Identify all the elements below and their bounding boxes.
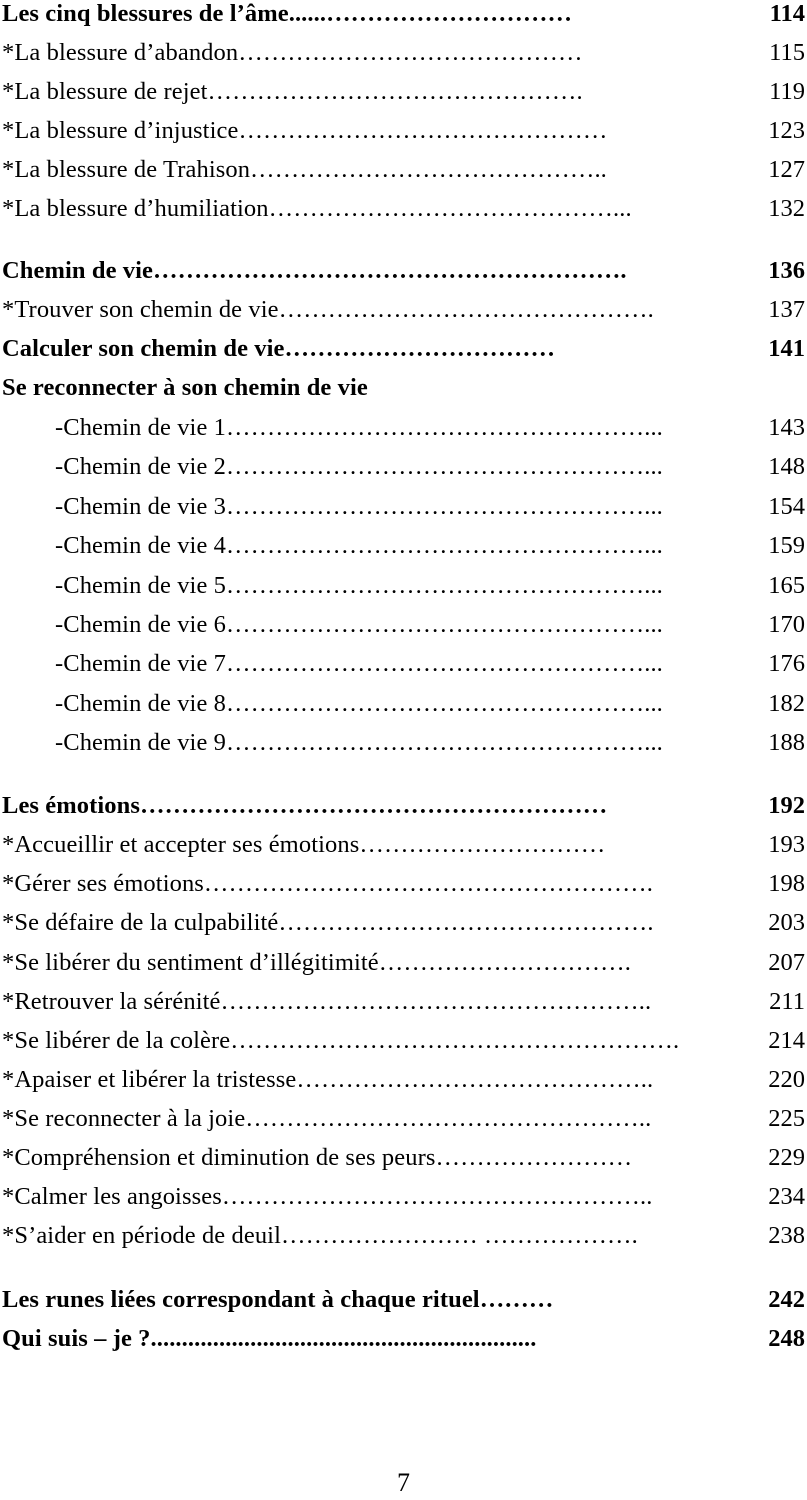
toc-entry-page: 159 (768, 532, 805, 559)
toc-subentry (0, 725, 807, 761)
toc-entry-page: 114 (769, 0, 805, 27)
toc-heading (0, 1321, 807, 1357)
toc-entry-page: 234 (768, 1183, 805, 1210)
toc-entry-label: *La blessure d’humiliation……………………………………... (2, 195, 632, 222)
toc-entry-label: -Chemin de vie 3……………………………………………... (55, 493, 663, 520)
toc-subentry (0, 686, 807, 722)
toc-heading (0, 331, 807, 367)
toc-entry-page: 137 (768, 296, 805, 323)
toc-entry-page: 143 (768, 414, 805, 441)
toc-entry (0, 945, 807, 981)
toc-entry-label: -Chemin de vie 8……………………………………………... (55, 690, 663, 717)
toc-entry (0, 292, 807, 328)
toc-entry-page: 193 (768, 831, 805, 858)
toc-entry-page: 148 (768, 453, 805, 480)
toc-entry-page: 220 (768, 1066, 805, 1093)
toc-entry-page: 132 (768, 195, 805, 222)
toc-entry-page: 123 (768, 117, 805, 144)
toc-entry-label: *La blessure d’abandon…………………………………… (2, 39, 583, 66)
toc-entry-label: *Compréhension et diminution de ses peurs…………………… (2, 1144, 633, 1171)
toc-entry-label: *Calmer les angoisses…………………………………………….. (2, 1183, 653, 1210)
toc-entry-label: Se reconnecter à son chemin de vie (2, 374, 368, 401)
toc-entry-page: 192 (768, 792, 805, 819)
toc-entry-page: 214 (768, 1027, 805, 1054)
toc-entry-label: Calculer son chemin de vie…………………………… (2, 335, 556, 362)
toc-entry (0, 74, 807, 110)
toc-entry-page: 198 (768, 870, 805, 897)
toc-entry-page: 127 (768, 156, 805, 183)
page-number: 7 (397, 1468, 410, 1497)
toc-entry-label: -Chemin de vie 6……………………………………………... (55, 611, 663, 638)
toc-entry-label: -Chemin de vie 5……………………………………………... (55, 572, 663, 599)
toc-entry-label: *La blessure de rejet………………………………………. (2, 78, 583, 105)
toc-entry-label: Chemin de vie…………………………………………………. (2, 257, 627, 284)
toc-entry-label: Les émotions………………………………………………… (2, 792, 608, 819)
toc-subentry (0, 646, 807, 682)
toc-entry-page: 136 (768, 257, 805, 284)
toc-entry-label: *Se reconnecter à la joie………………………………………….. (2, 1105, 652, 1132)
toc-heading (0, 1282, 807, 1318)
toc-entry (0, 1101, 807, 1137)
toc-entry-label: *Trouver son chemin de vie………………………………………. (2, 296, 654, 323)
toc-entry-page: 141 (768, 335, 805, 362)
toc-entry (0, 191, 807, 227)
toc-entry (0, 984, 807, 1020)
toc-entry (0, 1179, 807, 1215)
toc-entry-label: *Apaiser et libérer la tristesse…………………………………….. (2, 1066, 654, 1093)
toc-entry-label: -Chemin de vie 7……………………………………………... (55, 650, 663, 677)
toc-entry-page: 165 (768, 572, 805, 599)
toc-entry-page: 207 (768, 949, 805, 976)
toc-heading (0, 370, 807, 406)
toc-entry-page: 203 (768, 909, 805, 936)
toc-entry (0, 113, 807, 149)
toc-entry (0, 905, 807, 941)
toc-subentry (0, 607, 807, 643)
toc-entry-label: -Chemin de vie 4……………………………………………... (55, 532, 663, 559)
toc-entry-page: 242 (768, 1286, 805, 1313)
toc-heading (0, 253, 807, 289)
toc-entry-label: *Gérer ses émotions………………………………………………. (2, 870, 653, 897)
toc-entry-page: 154 (768, 493, 805, 520)
toc-entry-page: 119 (769, 78, 805, 105)
toc-entry (0, 1140, 807, 1176)
toc-heading (0, 788, 807, 824)
toc-entry-page: 229 (768, 1144, 805, 1171)
toc-entry-label: -Chemin de vie 9……………………………………………... (55, 729, 663, 756)
toc-entry-label: *S’aider en période de deuil…………………… ………………. (2, 1222, 638, 1249)
toc-entry (0, 152, 807, 188)
toc-entry (0, 1218, 807, 1254)
toc-subentry (0, 410, 807, 446)
toc-entry-label: -Chemin de vie 2……………………………………………... (55, 453, 663, 480)
toc-entry (0, 35, 807, 71)
toc-entry-label: *Se libérer de la colère………………………………………………. (2, 1027, 680, 1054)
toc-entry-page: 176 (768, 650, 805, 677)
toc-entry-page: 225 (768, 1105, 805, 1132)
toc-entry-page: 238 (768, 1222, 805, 1249)
toc-heading (0, 0, 807, 32)
toc-entry (0, 827, 807, 863)
toc-entry-label: *Retrouver la sérénité…………………………………………….. (2, 988, 652, 1015)
toc-entry-page: 248 (768, 1325, 805, 1352)
toc-entry-label: Les runes liées correspondant à chaque rituel……… (2, 1286, 554, 1313)
toc-entry (0, 866, 807, 902)
toc-subentry (0, 449, 807, 485)
toc-entry-label: *Se libérer du sentiment d’illégitimité…………………………. (2, 949, 631, 976)
toc-entry-page: 188 (768, 729, 805, 756)
toc-entry-label: -Chemin de vie 1……………………………………………... (55, 414, 663, 441)
toc-entry (0, 1062, 807, 1098)
toc-subentry (0, 568, 807, 604)
toc-subentry (0, 528, 807, 564)
toc-subentry (0, 489, 807, 525)
toc-entry-label: *La blessure d’injustice……………………………………… (2, 117, 608, 144)
toc-entry-label: *Accueillir et accepter ses émotions………………………… (2, 831, 606, 858)
toc-entry-label: *Se défaire de la culpabilité………………………………………. (2, 909, 654, 936)
toc-entry (0, 1023, 807, 1059)
toc-entry-label: *La blessure de Trahison…………………………………….. (2, 156, 607, 183)
toc-entry-label: Les cinq blessures de l’âme......………………………… (2, 0, 573, 27)
toc-entry-page: 170 (768, 611, 805, 638)
toc-entry-page: 182 (768, 690, 805, 717)
toc-entry-label: Qui suis – je ?.............................................................. (2, 1325, 537, 1352)
toc-entry-page: 115 (769, 39, 805, 66)
toc-entry-page: 211 (769, 988, 805, 1015)
